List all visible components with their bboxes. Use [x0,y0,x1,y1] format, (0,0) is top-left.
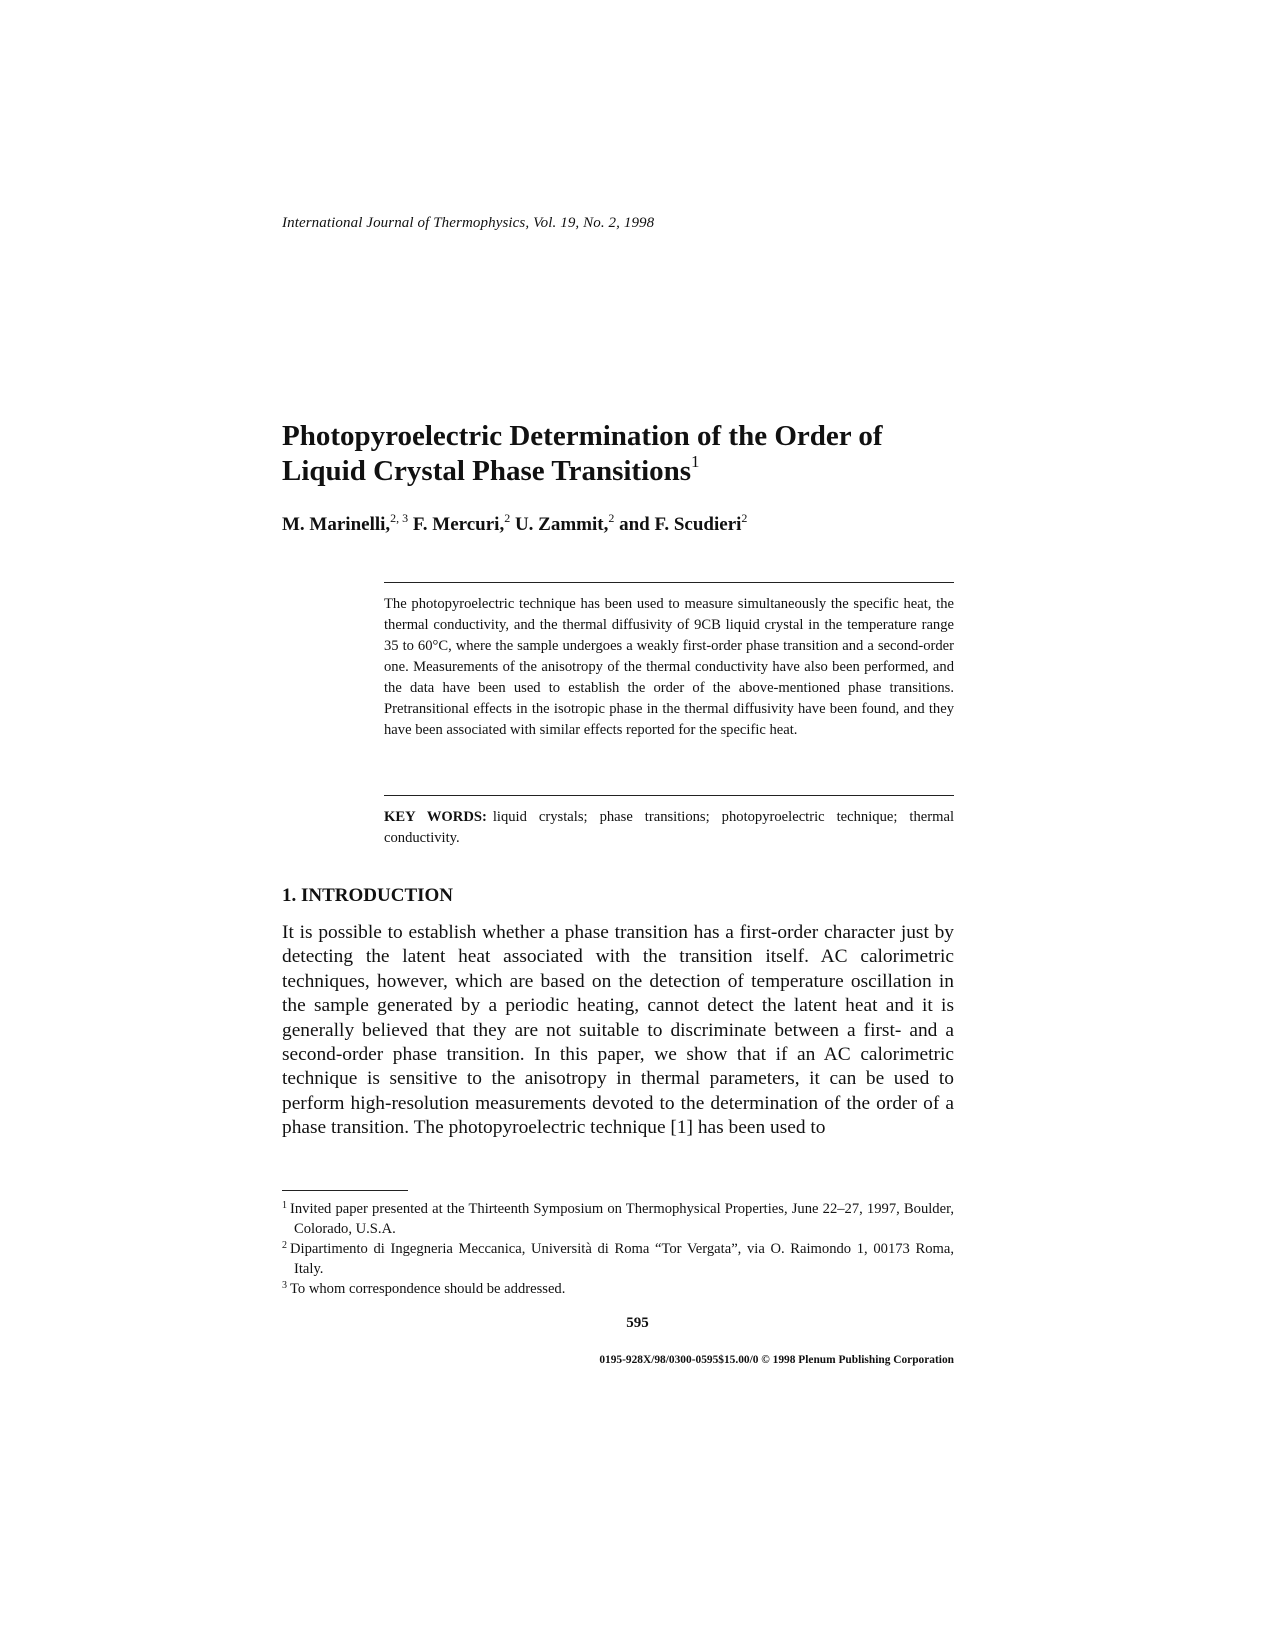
footnote-text: Invited paper presented at the Thirteenth Symposium on Thermophysical Properties, June 22–27, 1997, Boulder, Colorado, U.S.A. [290,1201,954,1237]
footnote [282,1199,954,1239]
abstract-top-rule [384,582,954,583]
footnote-mark: 2 [282,1240,287,1251]
footnote-text: Dipartimento di Ingegneria Meccanica, Università di Roma “Tor Vergata”, via O. Raimondo 1, 00173 Roma, Italy. [290,1241,954,1277]
section-body: It is possible to establish whether a phase transition has a first-order character just by detecting the latent heat associated with the transition itself. AC calorimetric techniques, however, which are based on the detection of temperature oscillation in the sample generated by a periodic heating, cannot detect the latent heat and it is generally believed that they are not suitable to discriminate between a first- and a second-order phase transition. In this paper, we show that if an AC calorimetric technique is sensitive to the anisotropy in thermal parameters, it can be used to perform high-resolution measurements devoted to the determination of the order of a phase transition. The photopyroelectric technique [1] has been used to [282,922,954,1139]
footnote-mark: 1 [282,1200,287,1211]
paper-title [282,419,982,489]
section-heading: 1. INTRODUCTION [282,885,454,906]
footnote [282,1239,954,1279]
author-affiliation-mark: 2 [504,511,511,525]
page-number: 595 [626,1315,649,1331]
title-footnote-mark: 1 [691,452,700,471]
keywords [384,807,954,849]
footnote [282,1279,954,1299]
keywords-text: liquid crystals; phase transitions; photopyroelectric technique; thermal conductivity. [384,809,955,846]
author-affiliation-mark: 2, 3 [390,511,409,525]
author-list [282,511,748,536]
paper-title-line-2-text: Liquid Crystal Phase Transitions [282,455,692,487]
paper-title-line-1: Photopyroelectric Determination of the Order of [282,420,883,452]
copyright-line: 0195-928X/98/0300-0595$15.00/0 © 1998 Plenum Publishing Corporation [599,1354,954,1366]
author-affiliation-mark: 2 [608,511,615,525]
abstract: The photopyroelectric technique has been used to measure simultaneously the specific heat, the thermal conductivity, and the thermal diffusivity of 9CB liquid crystal in the temperature range 35 to 60°C, where the sample undergoes a weakly first-order phase transition and a second-order one. Measurements of the anisotropy of the thermal conductivity have also been performed, and the data have been used to establish the order of the above-mentioned phase transitions. Pretransitional effects in the isotropic phase in the thermal diffusivity have been found, and they have been associated with similar effects reported for the specific heat. [384,596,954,738]
footnote-rule [282,1190,408,1191]
footnote-mark: 3 [282,1280,287,1291]
author-affiliation-mark: 2 [741,511,748,525]
abstract-bottom-rule [384,795,954,796]
keywords-label: KEY WORDS: [384,809,487,825]
footnote-text: To whom correspondence should be addressed. [290,1281,566,1297]
author-name: and F. Scudieri [619,514,742,535]
paper-title-line-2 [282,454,982,489]
author-name: F. Mercuri, [412,514,505,535]
footnotes [282,1199,954,1299]
author-name: U. Zammit, [514,514,609,535]
author-name: M. Marinelli, [282,514,391,535]
journal-citation: International Journal of Thermophysics, Vol. 19, No. 2, 1998 [282,215,655,231]
